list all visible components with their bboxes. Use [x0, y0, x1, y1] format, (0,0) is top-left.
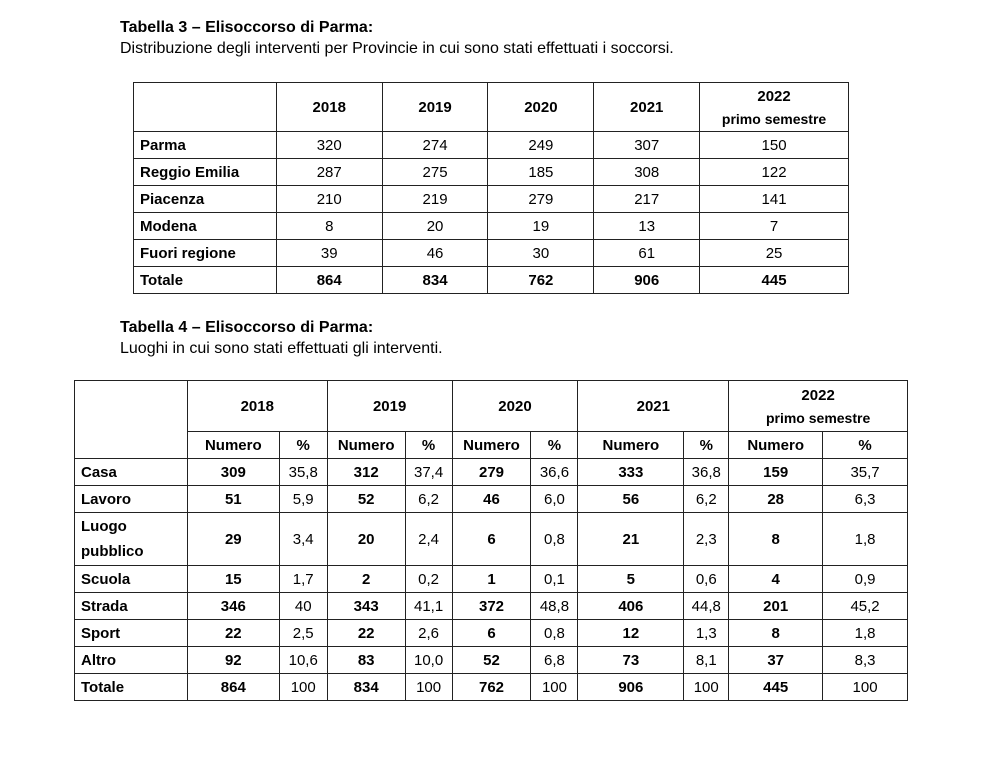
table4-row-label: Totale: [75, 674, 188, 701]
table4-pct-cell: 6,0: [531, 486, 578, 513]
table4-pct-header: %: [279, 432, 327, 459]
table4-pct-cell: 8,3: [823, 647, 908, 674]
table4-numero-cell: 762: [452, 674, 531, 701]
table3-year-note: primo semestre: [721, 110, 827, 127]
table3-year-label: 2022: [757, 87, 791, 105]
table3-row-label: Piacenza: [134, 186, 277, 213]
table3-row: [134, 186, 849, 213]
table4-corner-cell: [75, 381, 188, 459]
table3-cell: 25: [700, 240, 849, 267]
table3-row: [134, 159, 849, 186]
table4-pct-cell: 41,1: [405, 593, 452, 620]
table4-pct-cell: 2,3: [684, 513, 729, 566]
table3-cell: 307: [594, 132, 700, 159]
table4-numero-cell: 445: [729, 674, 823, 701]
table4-numero-cell: 8: [729, 620, 823, 647]
table4-pct-header: %: [405, 432, 452, 459]
table4-numero-cell: 12: [578, 620, 684, 647]
table4-numero-cell: 83: [327, 647, 405, 674]
table4-pct-cell: 35,7: [823, 459, 908, 486]
table4-numero-header: Numero: [578, 432, 684, 459]
table4-pct-cell: 100: [405, 674, 452, 701]
table4-pct-cell: 3,4: [279, 513, 327, 566]
table4-row-label: Lavoro: [75, 486, 188, 513]
table4-numero-cell: 906: [578, 674, 684, 701]
table4-numero-cell: 73: [578, 647, 684, 674]
table4-pct-cell: 36,8: [684, 459, 729, 486]
table3-row: [134, 213, 849, 240]
table4-pct-cell: 45,2: [823, 593, 908, 620]
table3-row-label: Totale: [134, 267, 277, 294]
table4-row: [75, 486, 908, 513]
table4-numero-cell: 864: [187, 674, 279, 701]
table4-numero-cell: 1: [452, 566, 531, 593]
table4-subtitle: Luoghi in cui sono stati effettuati gli interventi.: [120, 340, 443, 357]
table4-pct-cell: 10,0: [405, 647, 452, 674]
table4-numero-cell: 834: [327, 674, 405, 701]
table4-pct-cell: 100: [531, 674, 578, 701]
table4-pct-cell: 0,8: [531, 620, 578, 647]
table4-pct-cell: 44,8: [684, 593, 729, 620]
table4-pct-header: %: [823, 432, 908, 459]
table3-cell: 275: [382, 159, 488, 186]
table4-pct-cell: 37,4: [405, 459, 452, 486]
table4-pct-cell: 10,6: [279, 647, 327, 674]
table4-numero-cell: 5: [578, 566, 684, 593]
table3-cell: 13: [594, 213, 700, 240]
table4-row-label: Sport: [75, 620, 188, 647]
table3-year-header: 2019: [382, 83, 488, 132]
table4-numero-cell: 15: [187, 566, 279, 593]
table4-row: [75, 647, 908, 674]
table4-numero-cell: 28: [729, 486, 823, 513]
table3-cell: 210: [276, 186, 382, 213]
table4-numero-cell: 21: [578, 513, 684, 566]
table3-cell: 762: [488, 267, 594, 294]
table4-year-header: 2019: [327, 381, 452, 432]
table3-cell: 219: [382, 186, 488, 213]
table3-cell: 46: [382, 240, 488, 267]
table4-numero-cell: 22: [327, 620, 405, 647]
table4-year-header: 2018: [187, 381, 327, 432]
table4-numero-cell: 343: [327, 593, 405, 620]
table4-row: [75, 620, 908, 647]
table4-pct-cell: 40: [279, 593, 327, 620]
table4-numero-cell: 279: [452, 459, 531, 486]
table4-numero-header: Numero: [327, 432, 405, 459]
table4-pct-cell: 0,1: [531, 566, 578, 593]
table4-row-label: [75, 513, 188, 566]
table3-cell: 141: [700, 186, 849, 213]
table4-year-label: 2022: [801, 386, 835, 404]
table4-numero-cell: 333: [578, 459, 684, 486]
table4-row-label-line: Luogo: [81, 518, 127, 535]
table4-numero-header: Numero: [729, 432, 823, 459]
table4-numero-cell: 20: [327, 513, 405, 566]
table3-cell: 279: [488, 186, 594, 213]
table4-row: [75, 566, 908, 593]
table4-row-label: Strada: [75, 593, 188, 620]
table4-pct-cell: 0,2: [405, 566, 452, 593]
table4-pct-cell: 6,2: [684, 486, 729, 513]
table3-row: [134, 132, 849, 159]
table4-numero-cell: 8: [729, 513, 823, 566]
table3-year-header: 2021: [594, 83, 700, 132]
table4-numero-cell: 6: [452, 513, 531, 566]
table3-row-label: Fuori regione: [134, 240, 277, 267]
table4-numero-cell: 2: [327, 566, 405, 593]
table4-numero-cell: 51: [187, 486, 279, 513]
table4-pct-header: %: [684, 432, 729, 459]
table4-pct-cell: 2,6: [405, 620, 452, 647]
table4-row-label-line: pubblico: [81, 543, 144, 560]
table4-numero-cell: 92: [187, 647, 279, 674]
table4-row-label: Scuola: [75, 566, 188, 593]
table4-row: [75, 459, 908, 486]
table4-numero-cell: 372: [452, 593, 531, 620]
table4-numero-header: Numero: [187, 432, 279, 459]
table4-numero-cell: 56: [578, 486, 684, 513]
table4-pct-cell: 100: [684, 674, 729, 701]
table3-cell: 308: [594, 159, 700, 186]
table3-cell: 445: [700, 267, 849, 294]
table3-row: [134, 267, 849, 294]
table4-row-label: Altro: [75, 647, 188, 674]
table3-cell: 122: [700, 159, 849, 186]
table3-year-header-2022: [700, 83, 849, 132]
table3-title: Tabella 3 – Elisoccorso di Parma:: [120, 19, 374, 36]
table4-year-note: primo semestre: [765, 409, 871, 426]
table3-cell: 217: [594, 186, 700, 213]
table3-cell: 274: [382, 132, 488, 159]
table4-pct-cell: 6,2: [405, 486, 452, 513]
table4-year-row: [75, 381, 908, 432]
table4-row: [75, 593, 908, 620]
table3-cell: 287: [276, 159, 382, 186]
table4: [74, 380, 908, 701]
table4-pct-cell: 1,8: [823, 620, 908, 647]
table4-numero-cell: 406: [578, 593, 684, 620]
table4-pct-cell: 100: [279, 674, 327, 701]
table3-row-label: Reggio Emilia: [134, 159, 277, 186]
table4-pct-header: %: [531, 432, 578, 459]
table3-cell: 150: [700, 132, 849, 159]
table3-row-label: Parma: [134, 132, 277, 159]
table4-pct-cell: 6,3: [823, 486, 908, 513]
table4-row: [75, 513, 908, 566]
table4-numero-cell: 309: [187, 459, 279, 486]
table4-pct-cell: 0,6: [684, 566, 729, 593]
table4-pct-cell: 2,5: [279, 620, 327, 647]
table3-cell: 61: [594, 240, 700, 267]
table3-cell: 834: [382, 267, 488, 294]
table4-pct-cell: 6,8: [531, 647, 578, 674]
table4-pct-cell: 100: [823, 674, 908, 701]
table4-numero-cell: 37: [729, 647, 823, 674]
table4-pct-cell: 48,8: [531, 593, 578, 620]
table4-numero-cell: 312: [327, 459, 405, 486]
table3: [133, 82, 849, 294]
table3-subtitle: Distribuzione degli interventi per Provincie in cui sono stati effettuati i soccorsi.: [120, 40, 674, 57]
table4-pct-cell: 8,1: [684, 647, 729, 674]
table4-row-label: Casa: [75, 459, 188, 486]
table4-numero-cell: 346: [187, 593, 279, 620]
table4-subheader-row: [75, 432, 908, 459]
table3-cell: 8: [276, 213, 382, 240]
table4-pct-cell: 35,8: [279, 459, 327, 486]
table3-year-header: 2020: [488, 83, 594, 132]
table4-pct-cell: 36,6: [531, 459, 578, 486]
table4-pct-cell: 2,4: [405, 513, 452, 566]
table4-numero-cell: 46: [452, 486, 531, 513]
table3-cell: 19: [488, 213, 594, 240]
table4-year-header: 2021: [578, 381, 729, 432]
table4-title: Tabella 4 – Elisoccorso di Parma:: [120, 319, 374, 336]
table3-cell: 39: [276, 240, 382, 267]
table4-pct-cell: 1,3: [684, 620, 729, 647]
table4-numero-cell: 52: [452, 647, 531, 674]
table4-pct-cell: 0,8: [531, 513, 578, 566]
table4-numero-cell: 4: [729, 566, 823, 593]
table3-cell: 185: [488, 159, 594, 186]
table3-cell: 7: [700, 213, 849, 240]
table4-numero-cell: 6: [452, 620, 531, 647]
table4-pct-cell: 5,9: [279, 486, 327, 513]
table3-row: [134, 240, 849, 267]
table3-cell: 30: [488, 240, 594, 267]
table3-cell: 864: [276, 267, 382, 294]
table4-numero-cell: 52: [327, 486, 405, 513]
table4-pct-cell: 0,9: [823, 566, 908, 593]
table4-year-header: 2020: [452, 381, 578, 432]
table4-pct-cell: 1,8: [823, 513, 908, 566]
table4-numero-cell: 159: [729, 459, 823, 486]
table3-cell: 906: [594, 267, 700, 294]
table3-corner-cell: [134, 83, 277, 132]
table3-cell: 20: [382, 213, 488, 240]
table3-header-row: [134, 83, 849, 132]
table4-year-header-2022: [729, 381, 908, 432]
table4-numero-cell: 201: [729, 593, 823, 620]
table3-cell: 249: [488, 132, 594, 159]
table3-year-header: 2018: [276, 83, 382, 132]
table3-row-label: Modena: [134, 213, 277, 240]
table4-numero-cell: 22: [187, 620, 279, 647]
table3-cell: 320: [276, 132, 382, 159]
table4-numero-cell: 29: [187, 513, 279, 566]
table4-numero-header: Numero: [452, 432, 531, 459]
table4-pct-cell: 1,7: [279, 566, 327, 593]
table4-row: [75, 674, 908, 701]
